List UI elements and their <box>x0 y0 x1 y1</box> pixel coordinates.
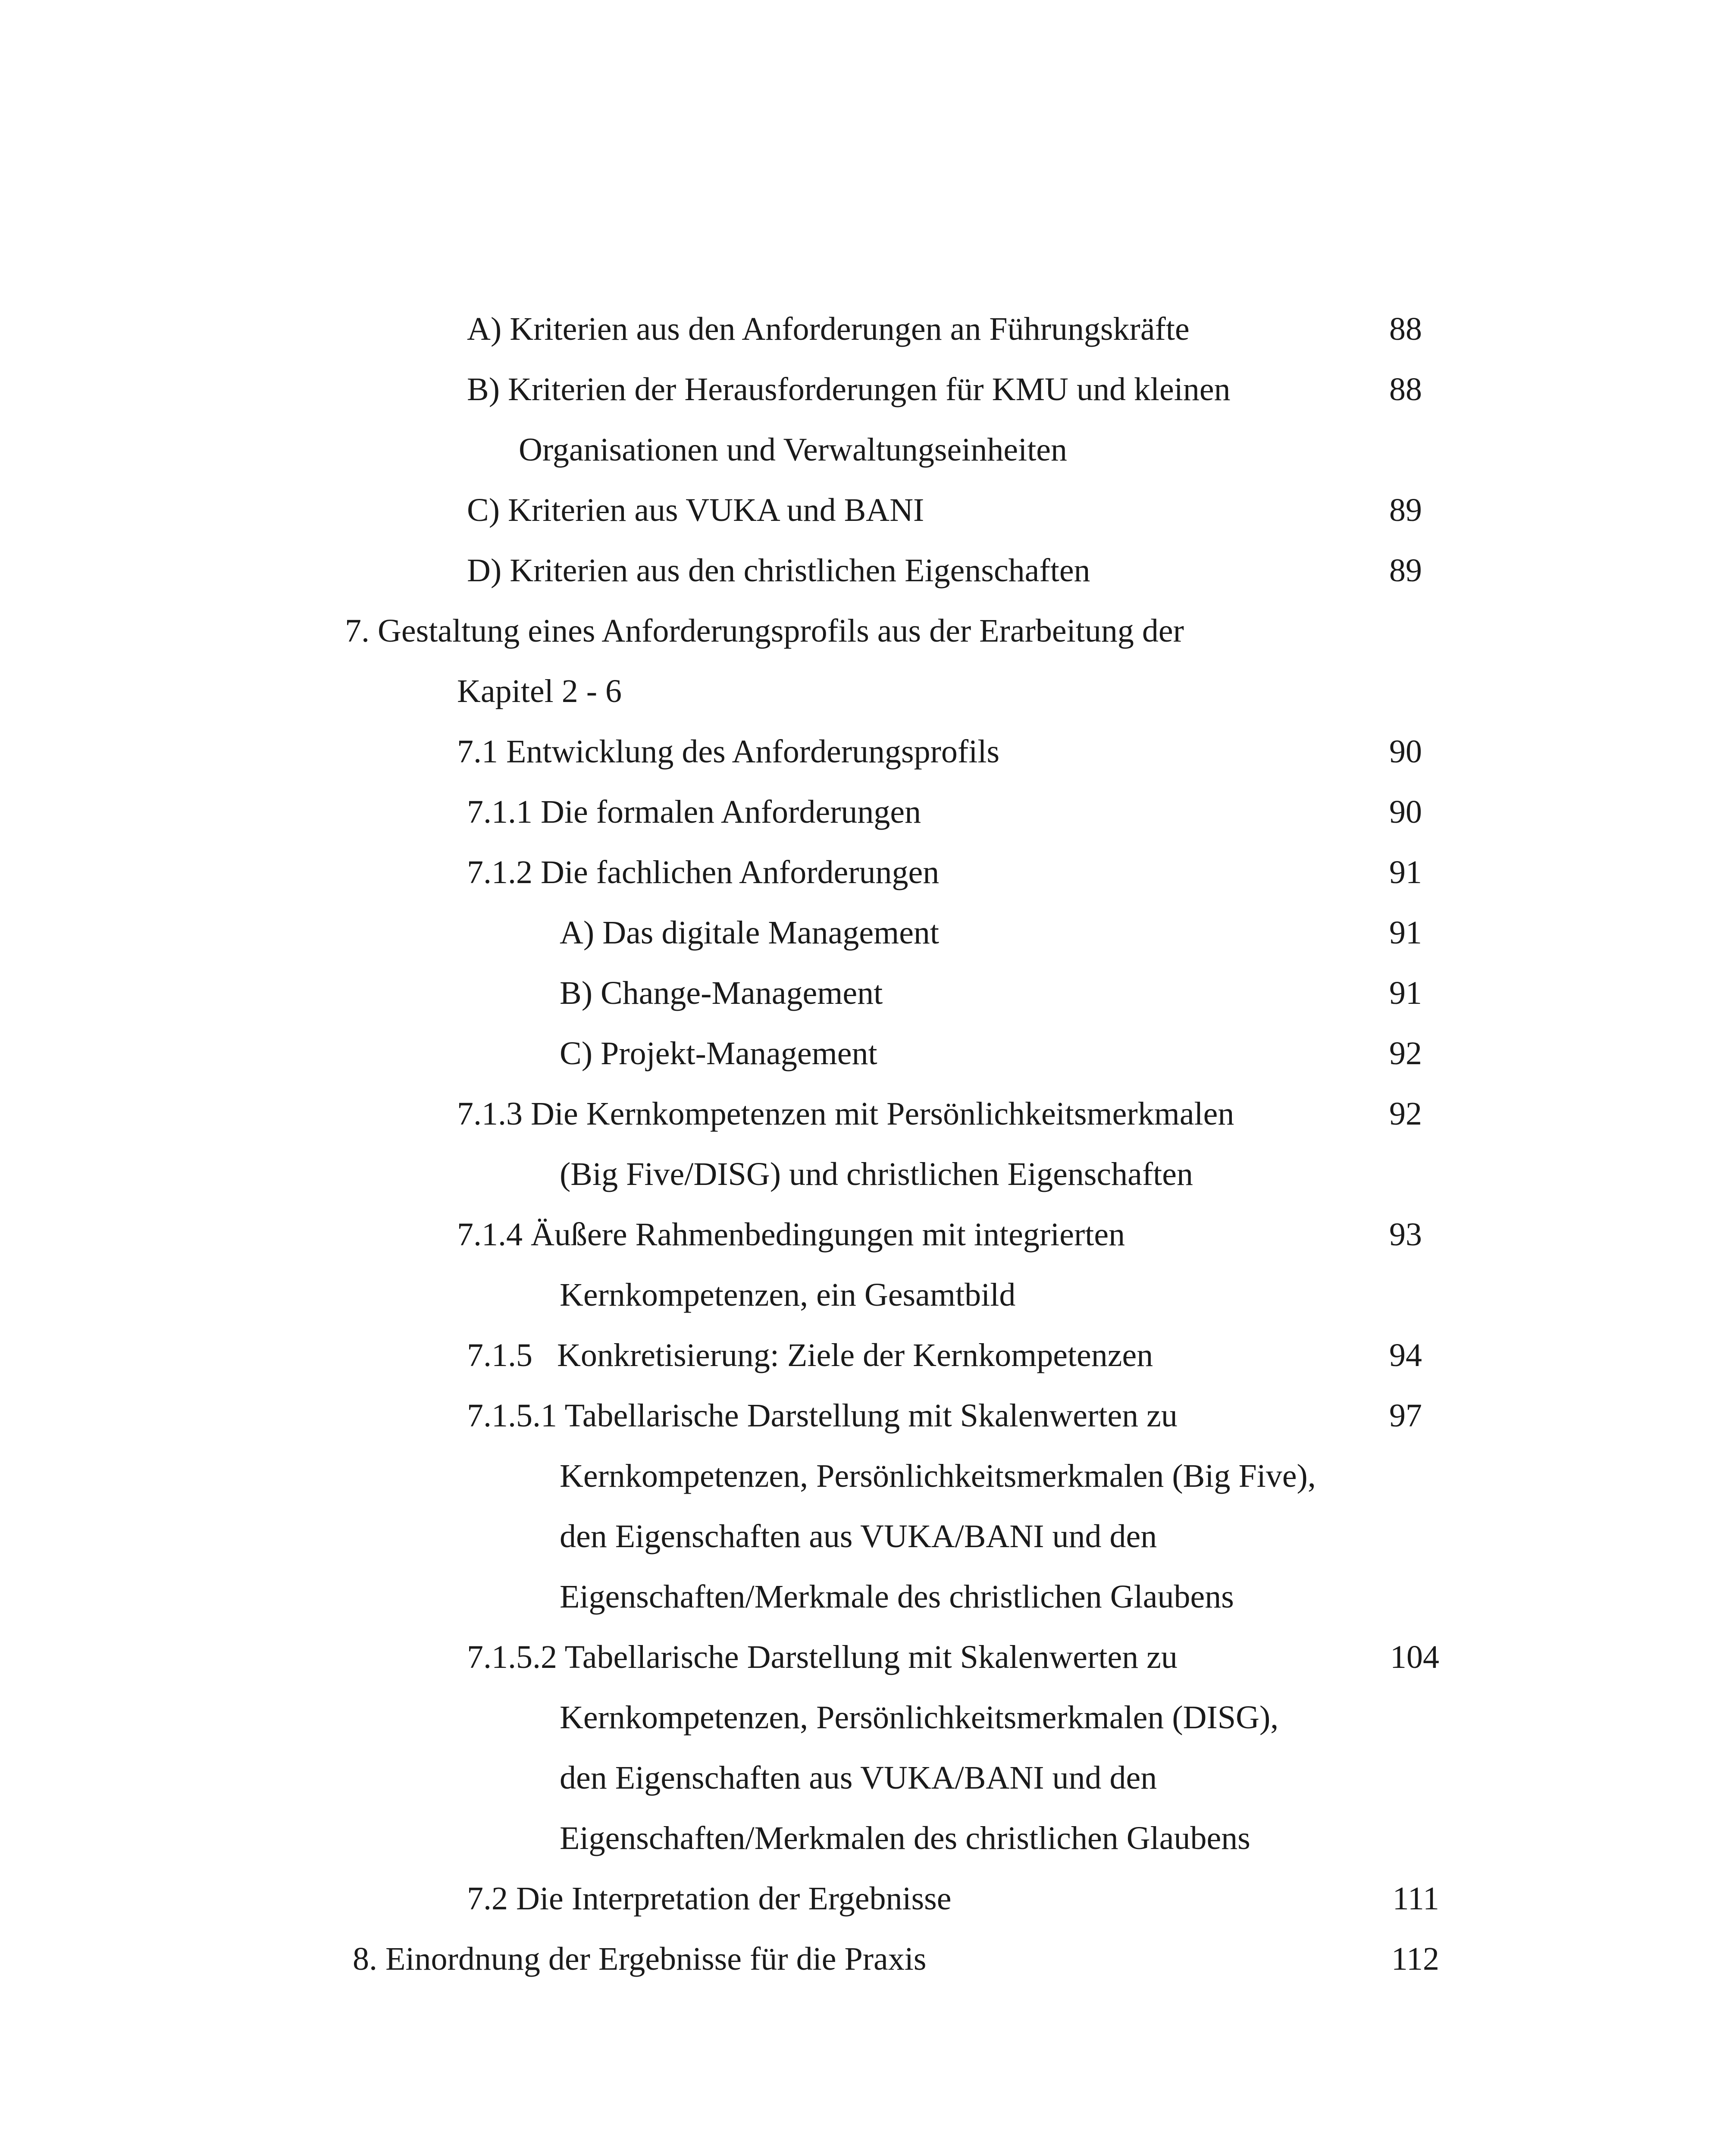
toc-entry-page: 94 <box>1389 1337 1422 1373</box>
toc-entry-page: 91 <box>1389 975 1422 1011</box>
toc-entry-continuation: Organisationen und Verwaltungseinheiten <box>519 432 1068 468</box>
toc-chapter-heading: 7. Gestaltung eines Anforderungsprofils aus der Erarbeitung der <box>345 613 1184 649</box>
toc-entry-page: 91 <box>1389 915 1422 951</box>
toc-entry-continuation: Kernkompetenzen, Persönlichkeitsmerkmalen (Big Five), <box>560 1458 1316 1494</box>
toc-entry-text: B) Change-Management <box>560 975 883 1011</box>
toc-entry-page: 104 <box>1390 1639 1439 1675</box>
toc-chapter-heading: 8. Einordnung der Ergebnisse für die Praxis <box>353 1941 927 1977</box>
toc-entry-text: 7.2 Die Interpretation der Ergebnisse <box>467 1880 952 1917</box>
toc-entry-text: B) Kriterien der Herausforderungen für KMU und kleinen <box>467 371 1231 407</box>
toc-entry-text: 7.1.3 Die Kernkompetenzen mit Persönlichkeitsmerkmalen <box>457 1096 1234 1132</box>
toc-entry-text: 7.1.2 Die fachlichen Anforderungen <box>467 854 940 890</box>
toc-entry-text: A) Das digitale Management <box>560 915 940 951</box>
toc-entry-continuation: Kernkompetenzen, Persönlichkeitsmerkmalen (DISG), <box>560 1699 1279 1736</box>
toc-entry-page: 90 <box>1389 794 1422 830</box>
toc-entry-text: 7.1 Entwicklung des Anforderungsprofils <box>457 733 1000 770</box>
toc-entry-page: 92 <box>1389 1035 1422 1072</box>
toc-entry-page: 90 <box>1389 733 1422 770</box>
toc-entry-page: 92 <box>1389 1096 1422 1132</box>
toc-entry-text: A) Kriterien aus den Anforderungen an Führungskräfte <box>467 311 1190 347</box>
toc-entry-continuation: Eigenschaften/Merkmale des christlichen Glaubens <box>560 1579 1234 1615</box>
toc-entry-page: 88 <box>1389 371 1422 407</box>
toc-entry-continuation: Kapitel 2 - 6 <box>457 673 622 709</box>
toc-entry-text: 7.1.5 Konkretisierung: Ziele der Kernkompetenzen <box>467 1337 1153 1373</box>
toc-entry-continuation: den Eigenschaften aus VUKA/BANI und den <box>560 1518 1157 1554</box>
toc-entry-page: 89 <box>1389 552 1422 589</box>
toc-entry-page: 93 <box>1389 1216 1422 1253</box>
toc-entry-text: D) Kriterien aus den christlichen Eigenschaften <box>467 552 1090 589</box>
toc-entry-text: 7.1.5.1 Tabellarische Darstellung mit Skalenwerten zu <box>467 1398 1178 1434</box>
toc-entry-text: 7.1.1 Die formalen Anforderungen <box>467 794 921 830</box>
toc-entry-continuation: den Eigenschaften aus VUKA/BANI und den <box>560 1760 1157 1796</box>
toc-entry-page: 89 <box>1389 492 1422 528</box>
toc-entry-text: 7.1.5.2 Tabellarische Darstellung mit Skalenwerten zu <box>467 1639 1178 1675</box>
toc-entry-text: C) Kriterien aus VUKA und BANI <box>467 492 924 528</box>
toc-entry-page: 91 <box>1389 854 1422 890</box>
toc-entry-text: 7.1.4 Äußere Rahmenbedingungen mit integrierten <box>457 1216 1125 1253</box>
toc-entry-page: 88 <box>1389 311 1422 347</box>
toc-entry-text: C) Projekt-Management <box>560 1035 877 1072</box>
toc-entry-page: 111 <box>1392 1880 1439 1917</box>
toc-entry-continuation: Kernkompetenzen, ein Gesamtbild <box>560 1277 1016 1313</box>
toc-entry-page: 112 <box>1391 1941 1439 1977</box>
toc-entry-page: 97 <box>1389 1398 1422 1434</box>
toc-entry-continuation: (Big Five/DISG) und christlichen Eigenschaften <box>560 1156 1193 1192</box>
toc-entry-continuation: Eigenschaften/Merkmalen des christlichen Glaubens <box>560 1820 1250 1856</box>
